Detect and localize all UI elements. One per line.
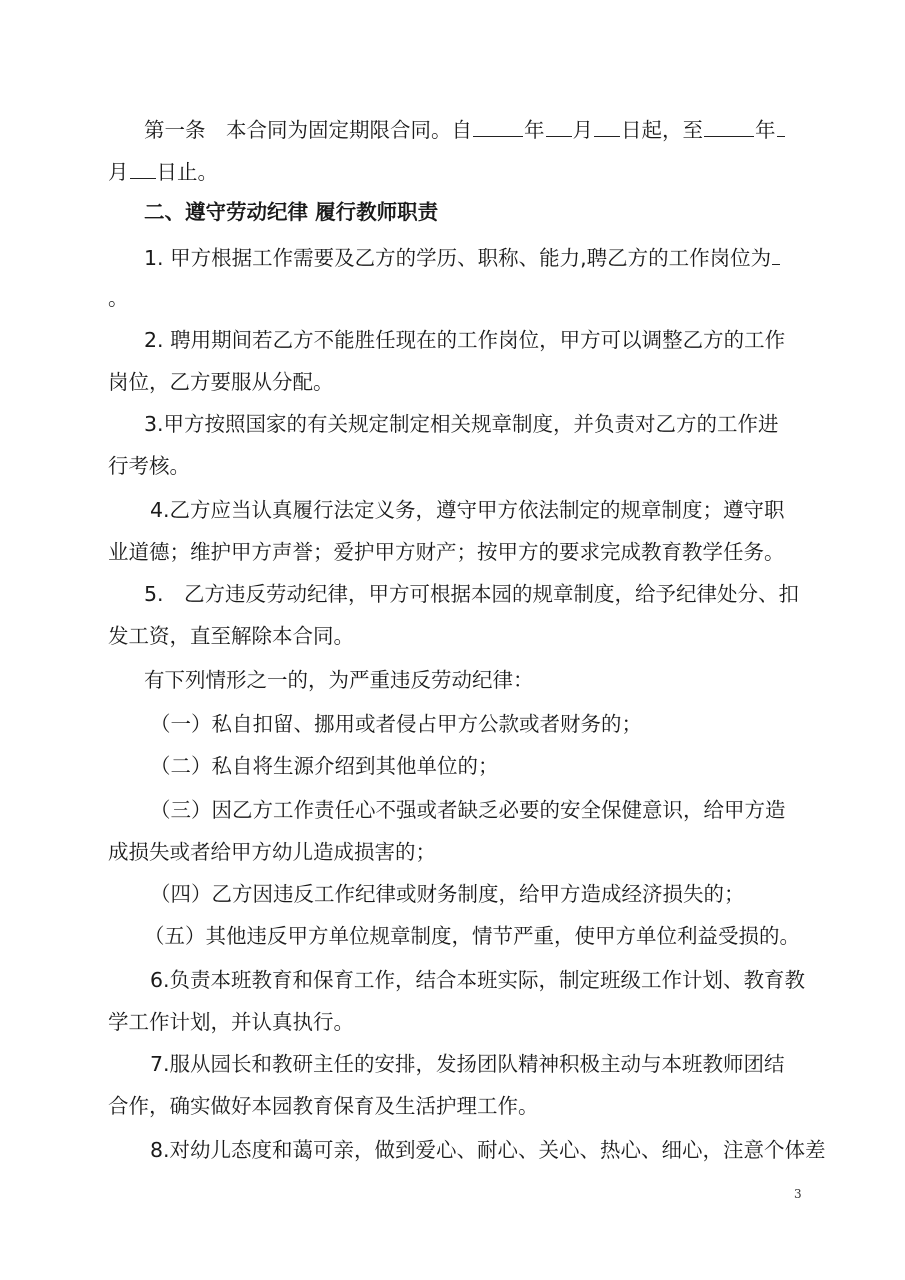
blank-trailing [777, 114, 785, 137]
page-number: 3 [794, 1187, 802, 1201]
year-end-label: 年 [755, 118, 776, 142]
item1-line1 [144, 242, 781, 272]
month-label: 月 [572, 118, 593, 142]
blank-position [772, 242, 780, 265]
item2-line1: 2. 聘用期间若乙方不能胜任现在的工作岗位，甲方可以调整乙方的工作 [144, 328, 786, 352]
blank-day-start [594, 114, 620, 137]
item1-text: 1. 甲方根据工作需要及乙方的学历、职称、能力,聘乙方的工作岗位为 [144, 246, 772, 270]
item3-line1: 3.甲方按照国家的有关规定制定相关规章制度，并负责对乙方的工作进 [144, 412, 779, 436]
blank-day-end [130, 156, 156, 179]
item1-line2: 。 [108, 286, 129, 310]
item4-line2: 业道德；维护甲方声誉；爱护甲方财产；按甲方的要求完成教育教学任务。 [108, 540, 785, 564]
article-one-line2 [108, 156, 218, 186]
month-end-label: 月 [108, 160, 129, 184]
serious-item-1: （一）私自扣留、挪用或者侵占甲方公款或者财务的； [150, 712, 642, 736]
serious-item-5: （五）其他违反甲方单位规章制度，情节严重，使甲方单位利益受损的。 [144, 924, 800, 948]
item3-line2: 行考核。 [108, 454, 190, 478]
item5-line2: 发工资，直至解除本合同。 [108, 624, 354, 648]
from-to-text: 日起，至 [621, 118, 703, 142]
serious-item-3-line1: （三）因乙方工作责任心不强或者缺乏必要的安全保健意识，给甲方造 [150, 798, 786, 822]
item6-line2: 学工作计划，并认真执行。 [108, 1010, 354, 1034]
article-one-text: 第一条 本合同为固定期限合同。自 [144, 118, 472, 142]
serious-item-4: （四）乙方因违反工作纪律或财务制度，给甲方造成经济损失的； [150, 882, 745, 906]
item7-line1: 7.服从园长和教研主任的安排，发扬团队精神积极主动与本班教师团结 [150, 1052, 785, 1076]
item6-line1: 6.负责本班教育和保育工作，结合本班实际，制定班级工作计划、教育教 [150, 968, 806, 992]
item4-line1: 4.乙方应当认真履行法定义务，遵守甲方依法制定的规章制度；遵守职 [150, 498, 785, 522]
blank-month-start [546, 114, 572, 137]
item8-line1: 8.对幼儿态度和蔼可亲，做到爱心、耐心、关心、热心、细心，注意个体差 [150, 1138, 826, 1162]
day-end-text: 日止。 [156, 160, 218, 184]
year-label: 年 [524, 118, 545, 142]
section-heading: 二、遵守劳动纪律 履行教师职责 [144, 200, 439, 224]
serious-violation-intro: 有下列情形之一的，为严重违反劳动纪律： [144, 668, 534, 692]
blank-year-start [473, 114, 523, 137]
item5-line1: 5. 乙方违反劳动纪律，甲方可根据本园的规章制度，给予纪律处分、扣 [144, 582, 800, 606]
item2-line2: 岗位，乙方要服从分配。 [108, 370, 334, 394]
item7-line2: 合作，确实做好本园教育保育及生活护理工作。 [108, 1094, 539, 1118]
blank-year-end [704, 114, 754, 137]
serious-item-3-line2: 成损失或者给甲方幼儿造成损害的； [108, 840, 436, 864]
serious-item-2: （二）私自将生源介绍到其他单位的； [150, 754, 499, 778]
article-one-line1 [144, 114, 786, 144]
